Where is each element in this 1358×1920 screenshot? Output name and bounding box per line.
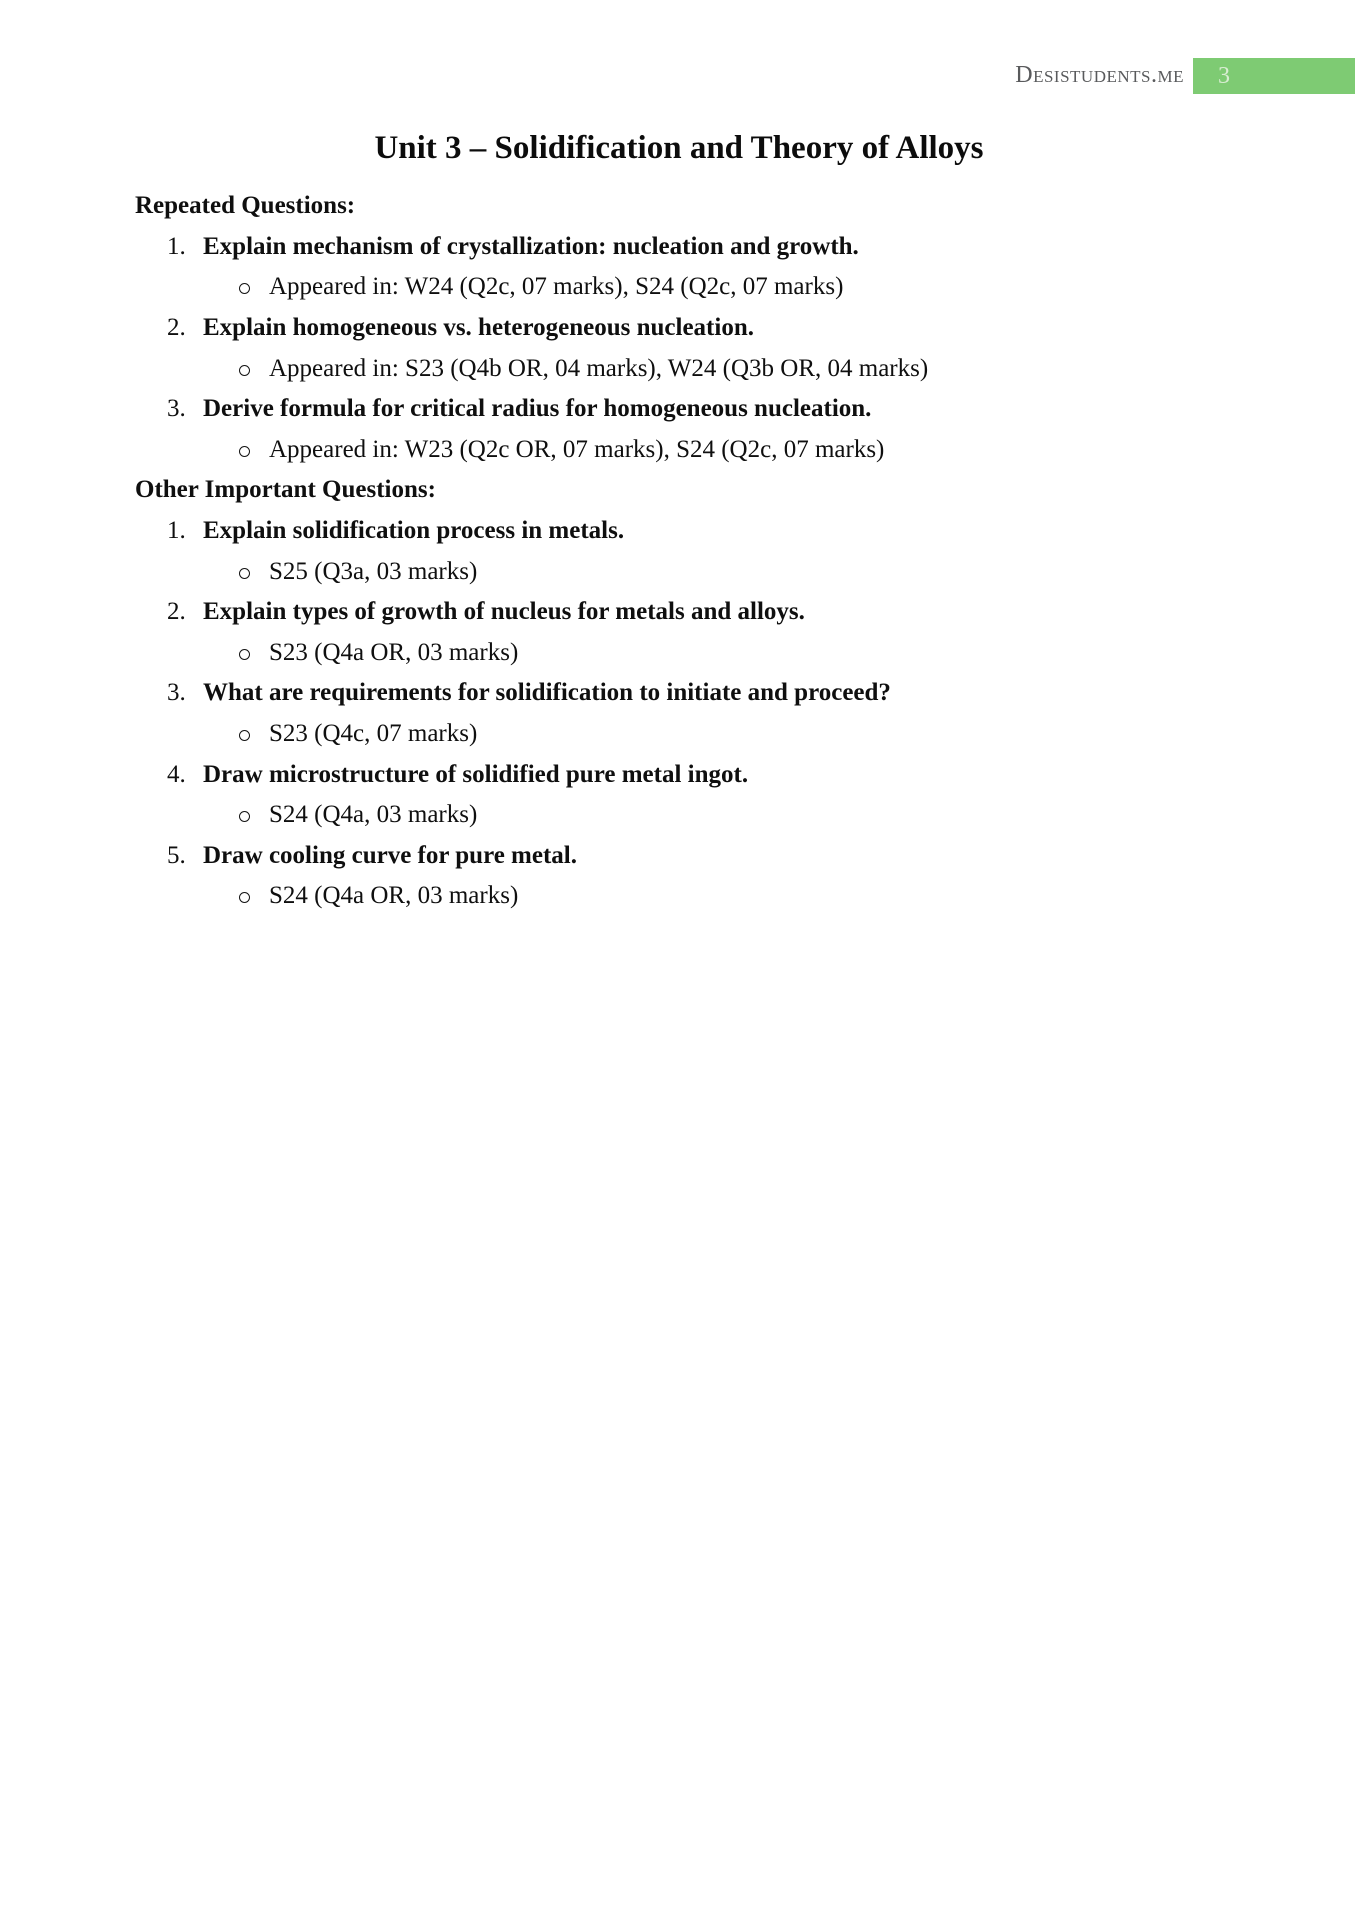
appearance-text: Appeared in: W23 (Q2c OR, 07 marks), S24 (Q2c, 07 marks) [269,435,885,463]
appearance-text: S25 (Q3a, 03 marks) [269,557,478,585]
question-item [0,673,1358,714]
question-item [0,227,1358,268]
section-heading: Repeated Questions: [135,192,356,220]
question-number: 2. [167,314,186,342]
question-number: 3. [167,679,186,707]
question-text: Explain solidification process in metals. [203,517,625,545]
question-text: What are requirements for solidification to initiate and proceed? [203,679,891,707]
appearance-item [0,714,1358,755]
question-text: Draw cooling curve for pure metal. [203,841,577,869]
question-number: 1. [167,517,186,545]
appearance-item [0,876,1358,917]
question-text: Draw microstructure of solidified pure metal ingot. [203,760,749,788]
page-header [1015,58,1355,94]
page-number-badge [1193,58,1355,94]
question-item [0,592,1358,633]
appearance-item [0,795,1358,836]
appearance-text: S24 (Q4a, 03 marks) [269,801,478,829]
question-number: 5. [167,841,186,869]
circle-bullet-icon [239,446,250,457]
appearance-item [0,551,1358,592]
question-number: 2. [167,598,186,626]
circle-bullet-icon [239,892,250,903]
question-item [0,511,1358,552]
question-item [0,308,1358,349]
question-number: 4. [167,760,186,788]
question-item [0,836,1358,877]
appearance-item [0,267,1358,308]
appearance-item [0,348,1358,389]
circle-bullet-icon [239,283,250,294]
site-name: Desistudents.me [1015,62,1184,88]
circle-bullet-icon [239,365,250,376]
page-number: 3 [1218,63,1230,89]
appearance-text: S23 (Q4a OR, 03 marks) [269,638,519,666]
page-title: Unit 3 – Solidification and Theory of Alloys [374,130,984,166]
appearance-text: Appeared in: S23 (Q4b OR, 04 marks), W24 (Q3b OR, 04 marks) [269,354,929,382]
circle-bullet-icon [239,811,250,822]
question-text: Explain homogeneous vs. heterogeneous nucleation. [203,314,754,342]
question-text: Derive formula for critical radius for homogeneous nucleation. [203,395,872,423]
appearance-text: Appeared in: W24 (Q2c, 07 marks), S24 (Q2c, 07 marks) [269,273,844,301]
appearance-item [0,633,1358,674]
question-item [0,389,1358,430]
appearance-item [0,430,1358,471]
appearance-text: S24 (Q4a OR, 03 marks) [269,882,519,910]
appearance-text: S23 (Q4c, 07 marks) [269,720,478,748]
question-number: 3. [167,395,186,423]
circle-bullet-icon [239,649,250,660]
question-item [0,754,1358,795]
question-text: Explain mechanism of crystallization: nucleation and growth. [203,232,859,260]
question-number: 1. [167,232,186,260]
document-body [0,186,1358,917]
circle-bullet-icon [239,730,250,741]
question-text: Explain types of growth of nucleus for metals and alloys. [203,598,805,626]
circle-bullet-icon [239,568,250,579]
section-heading: Other Important Questions: [135,476,436,504]
